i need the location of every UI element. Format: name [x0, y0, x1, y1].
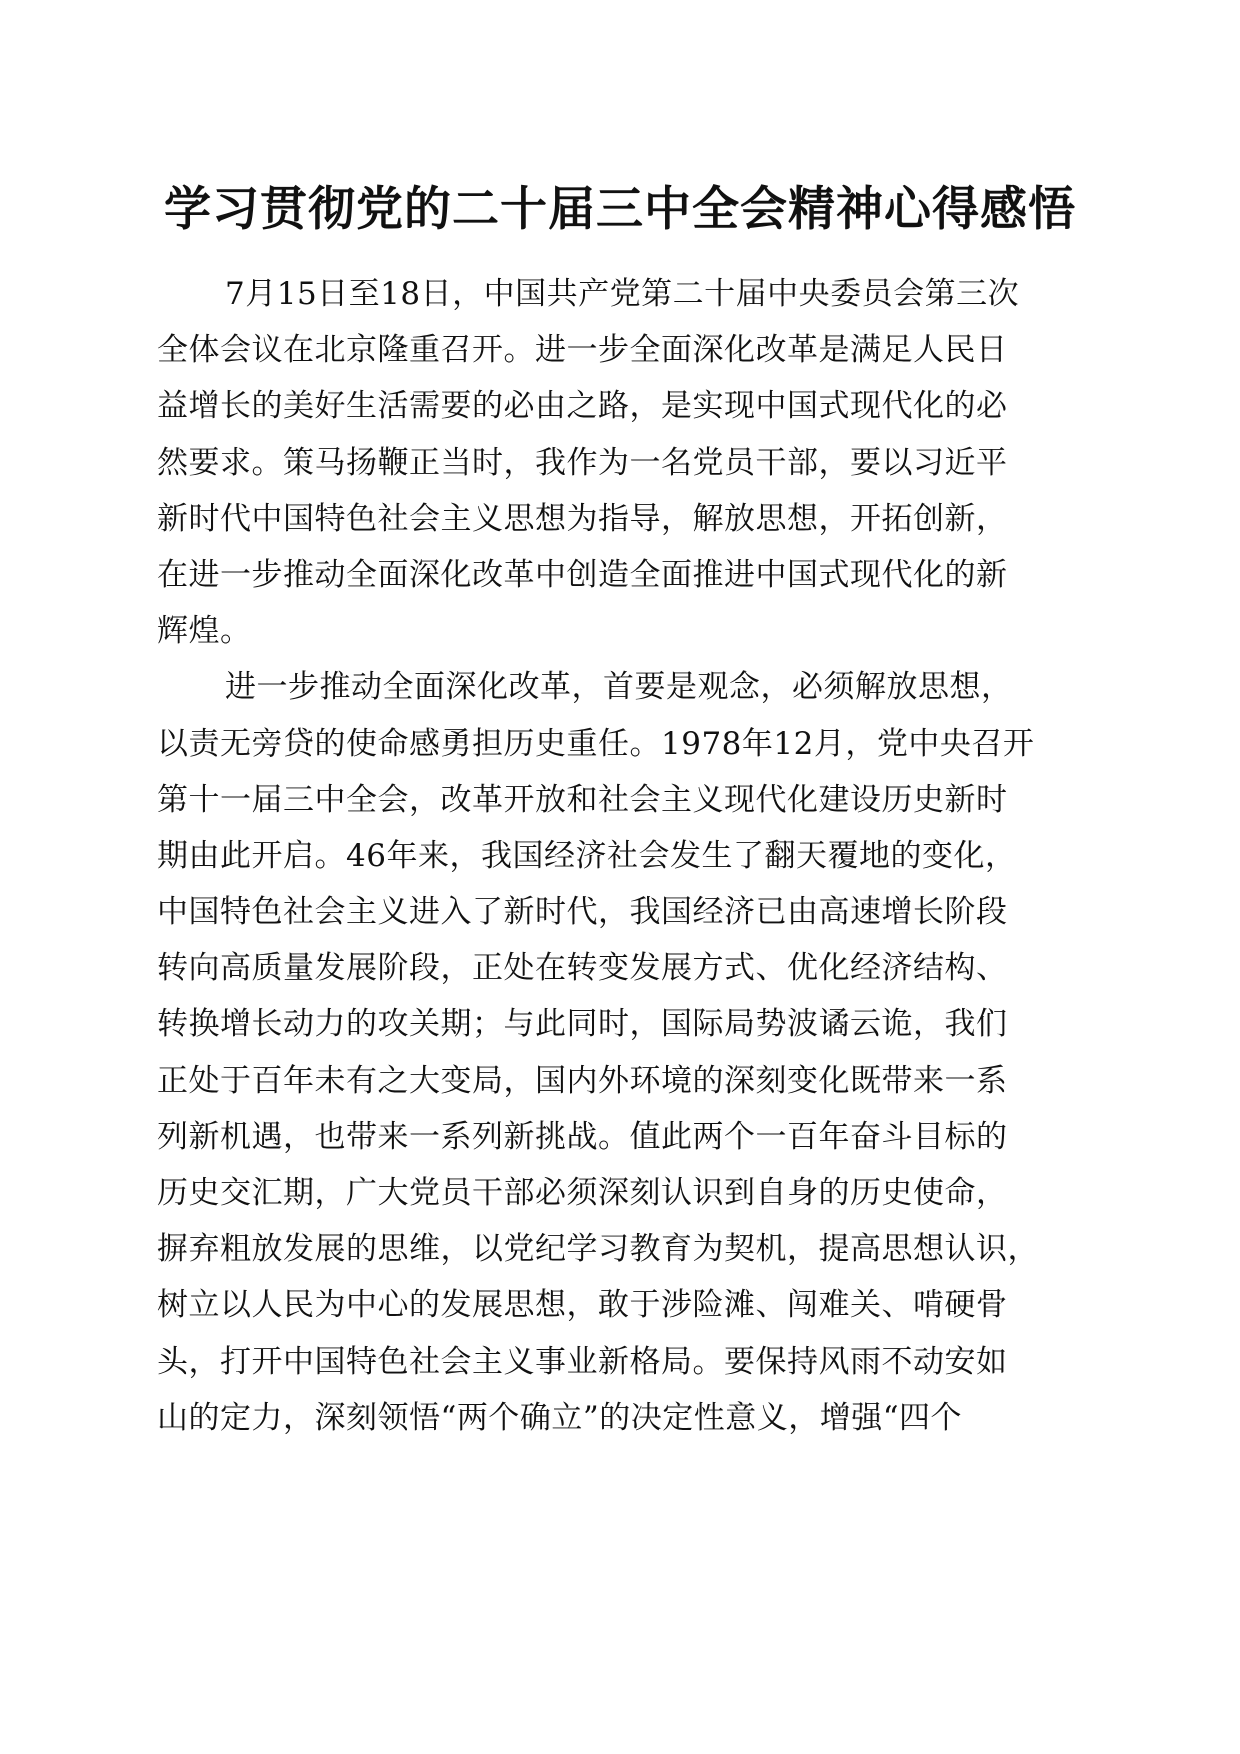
- paragraph-line: 期由此开启。46年来，我国经济社会发生了翻天覆地的变化，: [157, 837, 1017, 874]
- paragraph-line: 进一步推动全面深化改革，首要是观念，必须解放思想，: [225, 669, 1013, 706]
- paragraph-line: 新时代中国特色社会主义思想为指导，解放思想，开拓创新，: [157, 500, 1008, 537]
- paragraph-line: 转换增长动力的攻关期；与此同时，国际局势波谲云诡，我们: [157, 1006, 1008, 1043]
- paragraph-line: 以责无旁贷的使命感勇担历史重任。1978年12月，党中央召开: [157, 725, 1035, 762]
- paragraph-line: 摒弃粗放发展的思维，以党纪学习教育为契机，提高思想认识，: [157, 1231, 1039, 1268]
- paragraph-line: 列新机遇，也带来一系列新挑战。值此两个一百年奋斗目标的: [157, 1118, 1008, 1155]
- paragraph-line: 第十一届三中全会，改革开放和社会主义现代化建设历史新时: [157, 781, 1008, 818]
- paragraph-line: 全体会议在北京隆重召开。进一步全面深化改革是满足人民日: [157, 332, 1008, 369]
- paragraph-line: 山的定力，深刻领悟“两个确立”的决定性意义，增强“四个: [157, 1399, 963, 1436]
- paragraph-line: 树立以人民为中心的发展思想，敢于涉险滩、闯难关、啃硬骨: [157, 1287, 1008, 1324]
- document-title: 学习贯彻党的二十届三中全会精神心得感悟: [164, 182, 1076, 237]
- paragraph-line: 中国特色社会主义进入了新时代，我国经济已由高速增长阶段: [157, 894, 1008, 931]
- paragraph-line: 然要求。策马扬鞭正当时，我作为一名党员干部，要以习近平: [157, 444, 1008, 481]
- paragraph-line: 正处于百年未有之大变局，国内外环境的深刻变化既带来一系: [157, 1062, 1008, 1099]
- paragraph-line: 头，打开中国特色社会主义事业新格局。要保持风雨不动安如: [157, 1343, 1008, 1380]
- paragraph-line: 历史交汇期，广大党员干部必须深刻认识到自身的历史使命，: [157, 1175, 1008, 1211]
- paragraph-2: [157, 659, 1087, 1446]
- paragraph-line: 转向高质量发展阶段，正处在转变发展方式、优化经济结构、: [157, 950, 1008, 987]
- paragraph-line: 益增长的美好生活需要的必由之路，是实现中国式现代化的必: [157, 388, 1008, 425]
- paragraph-line: 7月15日至18日，中国共产党第二十届中央委员会第三次: [225, 276, 1020, 312]
- paragraph-line: 辉煌。: [157, 613, 252, 650]
- paragraph-line: 在进一步推动全面深化改革中创造全面推进中国式现代化的新: [157, 556, 1008, 593]
- paragraph-1: [157, 266, 1087, 659]
- document-body: [157, 266, 1087, 1446]
